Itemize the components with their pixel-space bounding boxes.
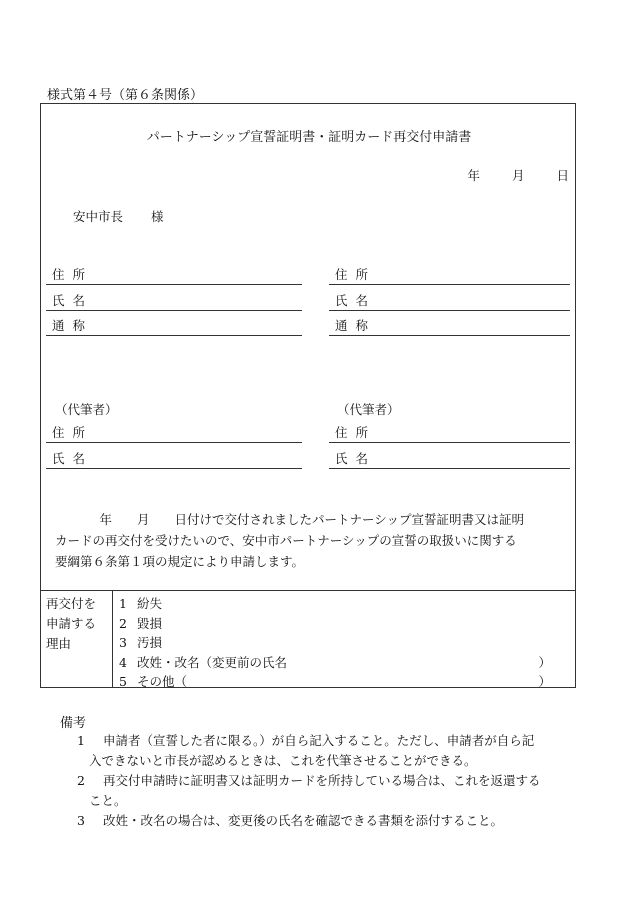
applicant2-alias-field[interactable] bbox=[329, 316, 570, 336]
reason-option-damaged[interactable] bbox=[119, 614, 569, 634]
request-statement-line1: 年 月 日付けで交付されましたパートナーシップ宣誓証明書又は証明 bbox=[87, 512, 525, 527]
note-line1: 改姓・改名の場合は、変更後の氏名を確認できる書類を添付すること。 bbox=[103, 813, 504, 828]
reason-options bbox=[119, 594, 569, 692]
addressee bbox=[73, 207, 164, 225]
reason-label-cell bbox=[41, 591, 113, 688]
reason-close-paren: ） bbox=[538, 654, 551, 670]
request-statement-line3: 要綱第６条第１項の規定により申請します。 bbox=[55, 554, 305, 569]
note-line2: こと。 bbox=[89, 793, 127, 808]
reason-option-name-change[interactable] bbox=[119, 653, 569, 673]
request-statement-line2: カードの再交付を受けたいので、安中市パートナーシップの宣誓の取扱いに関する bbox=[55, 533, 517, 548]
note-line1: 申請者（宣誓した者に限る。）が自ら記入すること。ただし、申請者が自ら記 bbox=[103, 733, 535, 748]
proxy2-address-label: 住 所 bbox=[335, 425, 370, 440]
notes-heading: 備考 bbox=[60, 716, 87, 731]
applicant2-name-field[interactable] bbox=[329, 291, 570, 311]
note-number: 1 bbox=[77, 733, 85, 748]
note-line1: 再交付申請時に証明書又は証明カードを所持している場合は、これを返還する bbox=[103, 773, 541, 788]
reason-text: 改姓・改名（変更前の氏名 bbox=[137, 654, 288, 670]
reason-text: その他（ bbox=[137, 674, 188, 689]
form-title: パートナーシップ宣誓証明書・証明カード再交付申請書 bbox=[146, 130, 472, 145]
applicant2-alias-label: 通 称 bbox=[335, 318, 370, 333]
note-number: 3 bbox=[77, 813, 85, 828]
reason-label-line: 申請する bbox=[46, 616, 97, 631]
note-line2: 入できないと市長が認めるときは、これを代筆させることができる。 bbox=[89, 753, 477, 768]
reason-number: 4 bbox=[119, 654, 127, 670]
request-statement bbox=[55, 509, 571, 572]
addressee-honorific: 様 bbox=[151, 209, 164, 224]
date-day: 日 bbox=[556, 168, 569, 183]
reason-text: 汚損 bbox=[137, 635, 163, 650]
applicant1-name-label: 氏 名 bbox=[52, 293, 87, 308]
reason-number: 5 bbox=[119, 674, 127, 689]
applicant2-address-label: 住 所 bbox=[335, 267, 370, 282]
applicant1-name-field[interactable] bbox=[46, 291, 302, 311]
reason-number: 2 bbox=[119, 615, 127, 631]
proxy1-name-label: 氏 名 bbox=[52, 451, 87, 466]
note-item bbox=[77, 771, 582, 811]
addressee-name: 安中市長 bbox=[73, 209, 124, 224]
reason-number: 1 bbox=[119, 596, 127, 611]
reason-label-line: 再交付を bbox=[46, 596, 97, 611]
reason-table bbox=[41, 590, 575, 688]
reason-close-paren: ） bbox=[538, 674, 551, 689]
applicant1-alias-label: 通 称 bbox=[52, 318, 87, 333]
proxy1-name-field[interactable] bbox=[46, 449, 302, 469]
reason-number: 3 bbox=[119, 635, 127, 650]
applicant1-alias-field[interactable] bbox=[46, 316, 302, 336]
proxy2-heading: （代筆者） bbox=[337, 402, 400, 417]
reason-text: 毀損 bbox=[137, 615, 163, 631]
reason-text: 紛失 bbox=[137, 596, 163, 611]
date-month: 月 bbox=[511, 168, 525, 183]
reason-option-other[interactable] bbox=[119, 672, 569, 692]
reason-option-soiled[interactable] bbox=[119, 633, 569, 653]
date-line bbox=[439, 166, 569, 184]
note-number: 2 bbox=[77, 773, 85, 788]
proxy2-address-field[interactable] bbox=[329, 423, 570, 443]
applicant1-address-label: 住 所 bbox=[52, 267, 87, 282]
form-number: 様式第４号（第６条関係） bbox=[47, 88, 204, 103]
date-year: 年 bbox=[467, 168, 480, 183]
applicant2-name-label: 氏 名 bbox=[335, 293, 370, 308]
proxy2-name-label: 氏 名 bbox=[335, 451, 370, 466]
proxy1-address-label: 住 所 bbox=[52, 425, 87, 440]
note-item bbox=[77, 811, 582, 831]
reason-label-line: 理由 bbox=[46, 636, 72, 651]
applicant1-address-field[interactable] bbox=[46, 265, 302, 285]
proxy1-address-field[interactable] bbox=[46, 423, 302, 443]
reason-option-lost[interactable] bbox=[119, 594, 569, 614]
proxy1-heading: （代筆者） bbox=[55, 402, 118, 417]
proxy2-name-field[interactable] bbox=[329, 449, 570, 469]
applicant2-address-field[interactable] bbox=[329, 265, 570, 285]
application-form-frame bbox=[40, 103, 576, 688]
note-item bbox=[77, 731, 582, 771]
